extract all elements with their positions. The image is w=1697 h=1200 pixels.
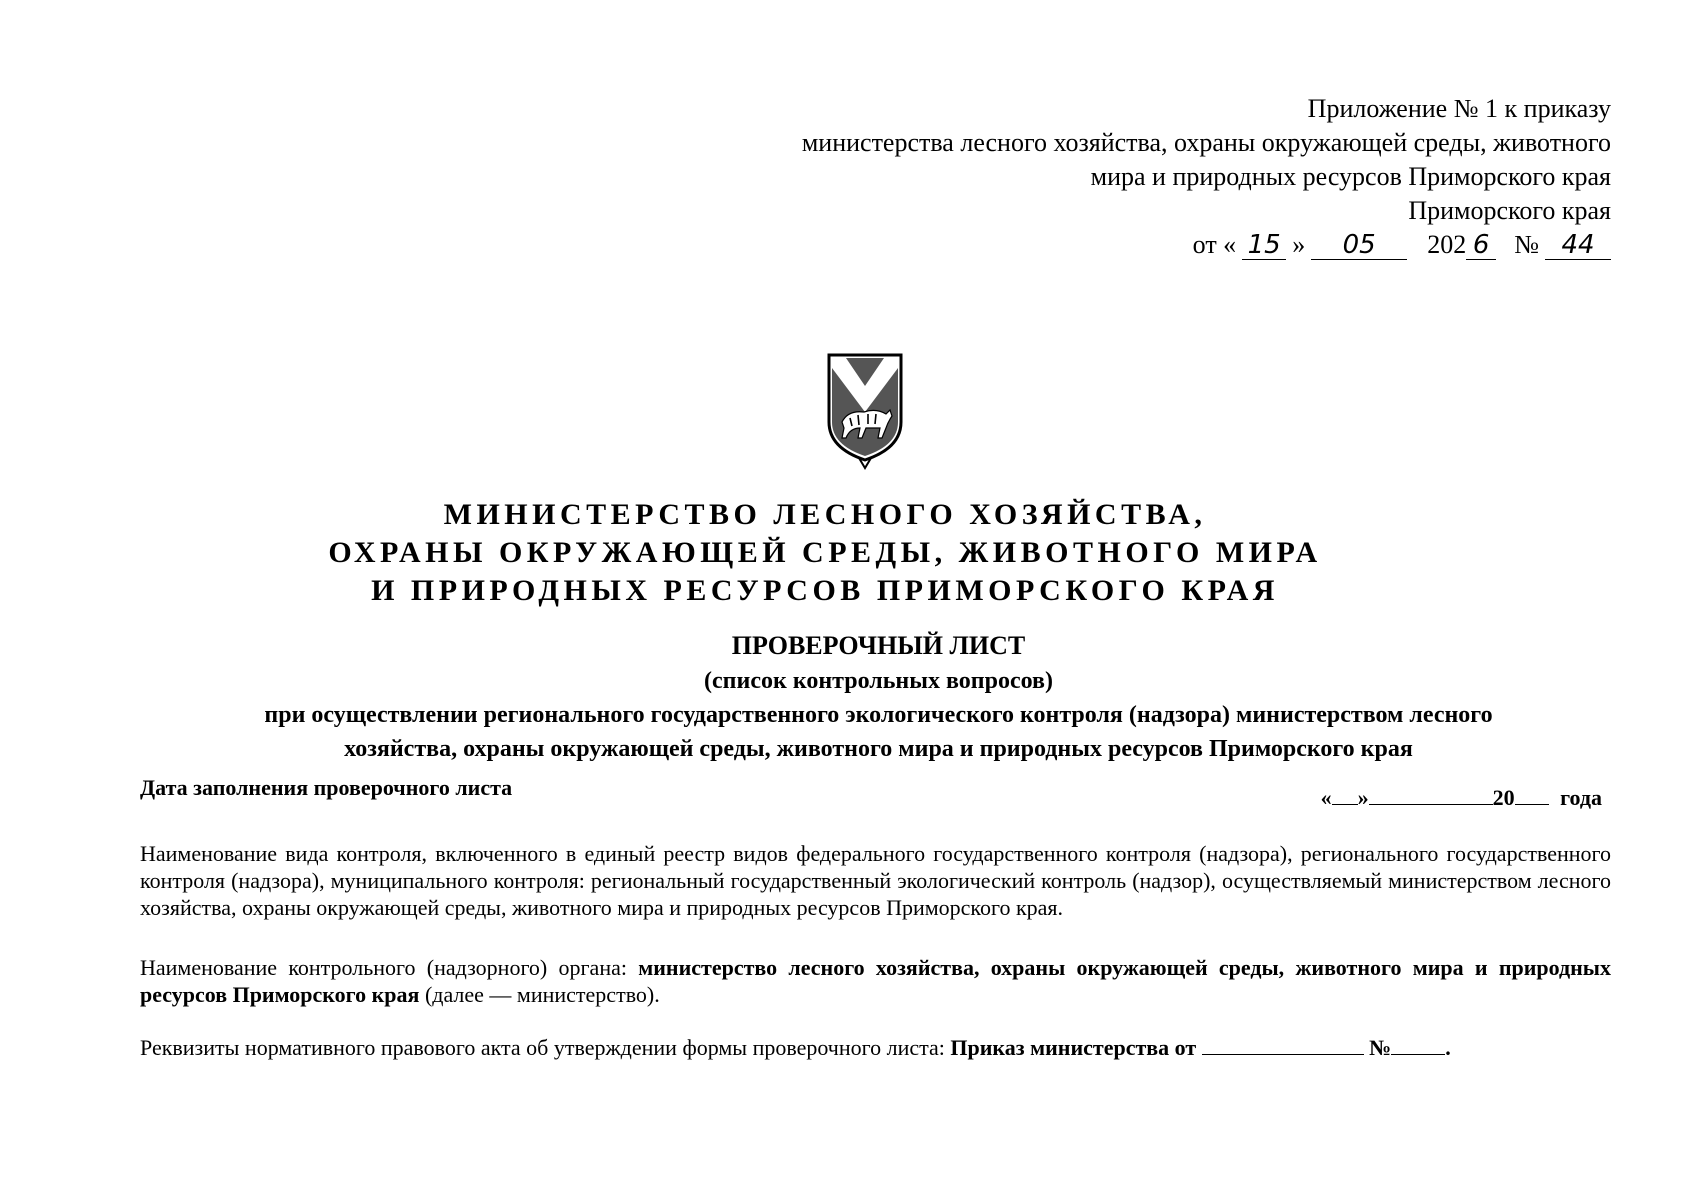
handwritten-number: 44 — [1545, 231, 1611, 260]
ministry-line-2: ОХРАНЫ ОКРУЖАЮЩЕЙ СРЕДЫ, ЖИВОТНОГО МИРА — [328, 536, 1322, 569]
appendix-header — [611, 92, 1611, 262]
legal-act-prefix: Реквизиты нормативного правового акта об утверждении формы проверочного листа: — [140, 1035, 951, 1060]
authority-name: министерство лесного хозяйства, охраны окружающей среды, животного мира и природных ресурсов Приморского края — [140, 955, 1611, 1007]
order-number-blank[interactable] — [1391, 1036, 1445, 1055]
authority-paragraph — [140, 954, 1611, 1008]
title-desc-line-1: при осуществлении регионального государственного экологического контроля (надзора) министерством лесного — [264, 702, 1493, 728]
legal-act-paragraph — [140, 1034, 1611, 1061]
title-sub: (список контрольных вопросов) — [704, 668, 1053, 694]
title-desc-line-2: хозяйства, охраны окружающей среды, животного мира и природных ресурсов Приморского края — [344, 736, 1413, 762]
order-date-blank[interactable] — [1202, 1036, 1364, 1055]
ministry-line-1: МИНИСТЕРСТВО ЛЕСНОГО ХОЗЯЙСТВА, — [443, 498, 1207, 531]
fill-date-field[interactable] — [1321, 775, 1602, 811]
appendix-line-4: Приморского края — [1408, 196, 1611, 225]
order-number-label: № — [1369, 1035, 1392, 1060]
title-main: ПРОВЕРОЧНЫЙ ЛИСТ — [731, 631, 1026, 660]
fill-close-quote: » — [1357, 785, 1369, 810]
month-blank[interactable] — [1369, 786, 1493, 805]
year-prefix: 202 — [1427, 230, 1467, 259]
control-type-paragraph: Наименование вида контроля, включенного в единый реестр видов федерального государственного контроля (надзора), регионального государственного контроля (надзора), муниципального контроля: региональный государственный экологический контроль (надзор), осуществляемый министерством лесного хозяйства, охраны окружающей среды, животного мира и природных ресурсов Приморского края. — [140, 841, 1611, 920]
handwritten-year-digit: 6 — [1466, 231, 1496, 260]
appendix-line-1: Приложение № 1 к приказу — [1307, 94, 1611, 123]
day-blank[interactable] — [1332, 786, 1358, 805]
number-label: № — [1514, 230, 1539, 259]
order-date-line — [611, 228, 1611, 262]
authority-suffix: (далее — министерство). — [419, 982, 660, 1007]
date-close-quote: » — [1292, 230, 1306, 259]
legal-act-order: Приказ министерства от — [950, 1035, 1197, 1060]
fill-year-prefix: 20 — [1492, 785, 1515, 810]
fill-year-suffix: года — [1560, 785, 1602, 810]
fill-date-label: Дата заполнения проверочного листа — [140, 775, 513, 800]
date-prefix: от « — [1192, 230, 1237, 259]
handwritten-day: 15 — [1242, 231, 1286, 260]
ministry-name — [0, 496, 1697, 610]
fill-date-row — [140, 775, 1602, 811]
coat-of-arms-icon — [826, 352, 904, 470]
fill-open-quote: « — [1320, 785, 1332, 810]
appendix-line-3: мира и природных ресурсов Приморского края — [1090, 162, 1611, 191]
appendix-line-2: министерства лесного хозяйства, охраны окружающей среды, животного — [801, 128, 1611, 157]
authority-prefix: Наименование контрольного (надзорного) органа: — [140, 955, 639, 980]
year-blank[interactable] — [1515, 786, 1549, 805]
legal-act-end: . — [1445, 1035, 1451, 1060]
document-title — [140, 628, 1617, 766]
ministry-line-3: И ПРИРОДНЫХ РЕСУРСОВ ПРИМОРСКОГО КРАЯ — [371, 574, 1279, 607]
handwritten-month: 05 — [1311, 231, 1407, 260]
